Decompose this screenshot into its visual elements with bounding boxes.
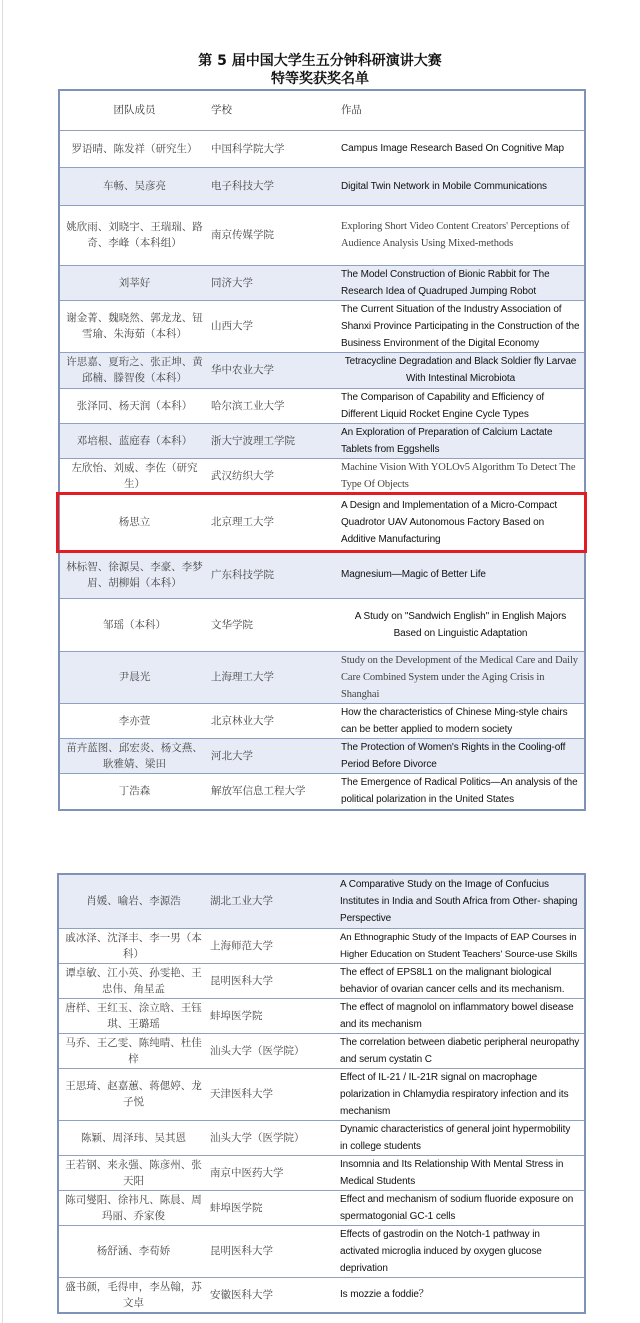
cell-school: 同济大学 bbox=[209, 265, 337, 300]
cell-members: 李亦萱 bbox=[59, 703, 209, 738]
cell-work: Exploring Short Video Content Creators' Perceptions of Audience Analysis Using Mixed-methods bbox=[337, 205, 585, 265]
table-row bbox=[58, 998, 585, 1033]
table-row bbox=[58, 1120, 585, 1155]
cell-school: 武汉纺织大学 bbox=[209, 458, 337, 493]
cell-school: 安徽医科大学 bbox=[208, 1277, 336, 1313]
award-table-2 bbox=[57, 873, 586, 1314]
cell-members: 唐样、王红玉、涂立晗、王钰琪、王璐瑶 bbox=[58, 998, 208, 1033]
cell-school: 中国科学院大学 bbox=[209, 130, 337, 167]
cell-members: 马乔、王乙雯、陈纯晴、杜佳梓 bbox=[58, 1033, 208, 1068]
cell-school: 北京林业大学 bbox=[209, 703, 337, 738]
document-subtitle: 特等奖获奖名单 bbox=[271, 71, 369, 87]
cell-members: 张泽同、杨天润（本科） bbox=[59, 388, 209, 423]
table-row bbox=[59, 551, 585, 598]
cell-school: 北京理工大学 bbox=[209, 493, 337, 551]
table-row bbox=[59, 352, 585, 388]
table-row bbox=[58, 1277, 585, 1313]
header-school: 学校 bbox=[211, 104, 232, 117]
cell-work: How the characteristics of Chinese Ming-style chairs can be better applied to modern society bbox=[337, 703, 585, 738]
cell-school: 浙大宁波理工学院 bbox=[209, 423, 337, 458]
cell-work: Study on the Development of the Medical Care and Daily Care Combined System under the Aging Crisis in Shanghai bbox=[337, 651, 585, 703]
table-row bbox=[59, 300, 585, 352]
cell-school: 广东科技学院 bbox=[209, 551, 337, 598]
table-row bbox=[58, 928, 585, 963]
cell-work: The effect of EPS8L1 on the malignant biological behavior of ovarian cancer cells and its mechanism. bbox=[336, 963, 585, 998]
cell-school: 文华学院 bbox=[209, 598, 337, 651]
cell-work: An Exploration of Preparation of Calcium Lactate Tablets from Eggshells bbox=[337, 423, 585, 458]
cell-work: Effects of gastrodin on the Notch-1 pathway in activated microglia induced by oxygen glucose deprivation bbox=[336, 1225, 585, 1277]
cell-members: 杨思立 bbox=[59, 493, 209, 551]
cell-school: 电子科技大学 bbox=[209, 167, 337, 205]
table-row bbox=[59, 130, 585, 167]
cell-members: 左欣怡、刘威、李佐（研究生） bbox=[59, 458, 209, 493]
cell-work: Insomnia and Its Relationship With Mental Stress in Medical Students bbox=[336, 1155, 585, 1190]
table-row bbox=[59, 651, 585, 703]
cell-work: An Ethnographic Study of the Impacts of EAP Courses in Higher Education on Student Teachers' Source-use Skills bbox=[336, 928, 585, 963]
table-row bbox=[58, 1068, 585, 1120]
cell-school: 南京传媒学院 bbox=[209, 205, 337, 265]
cell-work: The correlation between diabetic peripheral neuropathy and serum cystatin C bbox=[336, 1033, 585, 1068]
cell-school: 昆明医科大学 bbox=[208, 963, 336, 998]
cell-members: 刘莘好 bbox=[59, 265, 209, 300]
cell-school: 上海理工大学 bbox=[209, 651, 337, 703]
page-edge-line bbox=[2, 0, 3, 1323]
cell-work: Machine Vision With YOLOv5 Algorithm To Detect The Type Of Objects bbox=[337, 458, 585, 493]
cell-members: 尹晨光 bbox=[59, 651, 209, 703]
table-row bbox=[59, 458, 585, 493]
cell-work: Magnesium—Magic of Better Life bbox=[337, 551, 585, 598]
table-row-highlighted bbox=[59, 493, 585, 551]
header-work: 作品 bbox=[341, 104, 362, 116]
cell-work: A Comparative Study on the Image of Confucius Institutes in India and South Africa from Other- shaping Perspective bbox=[336, 874, 585, 928]
cell-work: Digital Twin Network in Mobile Communications bbox=[337, 167, 585, 205]
cell-school: 南京中医药大学 bbox=[208, 1155, 336, 1190]
cell-work: The Model Construction of Bionic Rabbit for The Research Idea of Quadruped Jumping Robot bbox=[337, 265, 585, 300]
cell-members: 戚冰泽、沈泽丰、李一男（本科） bbox=[58, 928, 208, 963]
cell-school: 蚌埠医学院 bbox=[208, 1190, 336, 1225]
cell-members: 车畅、吴彦亮 bbox=[59, 167, 209, 205]
table-row bbox=[58, 1225, 585, 1277]
cell-school: 汕头大学（医学院） bbox=[208, 1033, 336, 1068]
table-row bbox=[59, 703, 585, 738]
cell-members: 邓培根、蓝庭春（本科） bbox=[59, 423, 209, 458]
table-row bbox=[59, 598, 585, 651]
table-row bbox=[58, 1155, 585, 1190]
cell-work: Effect and mechanism of sodium fluoride exposure on spermatogonial GC-1 cells bbox=[336, 1190, 585, 1225]
cell-work: Is mozzie a foddie？ bbox=[336, 1277, 585, 1313]
cell-members: 姚欣雨、刘晓宇、王瑞瑞、路奇、李峰（本科组） bbox=[59, 205, 209, 265]
cell-work: The effect of magnolol on inflammatory bowel disease and its mechanism bbox=[336, 998, 585, 1033]
cell-school: 上海师范大学 bbox=[208, 928, 336, 963]
cell-members: 许思嘉、夏珩之、张正坤、黄邱楠、滕智俊（本科） bbox=[59, 352, 209, 388]
cell-school: 蚌埠医学院 bbox=[208, 998, 336, 1033]
table-row bbox=[59, 167, 585, 205]
cell-members: 邹瑶（本科） bbox=[59, 598, 209, 651]
cell-members: 王若钢、来永强、陈彦州、张天阳 bbox=[58, 1155, 208, 1190]
cell-members: 谢金菁、魏晓然、郭龙龙、钮雪瑜、朱海茹（本科） bbox=[59, 300, 209, 352]
cell-members: 丁浩森 bbox=[59, 773, 209, 810]
cell-members: 谭卓敏、江小英、孙雯艳、王忠伟、角星孟 bbox=[58, 963, 208, 998]
table-row bbox=[59, 205, 585, 265]
table-row bbox=[59, 388, 585, 423]
cell-members: 陈颖、周泽玮、吴其恩 bbox=[58, 1120, 208, 1155]
cell-school: 河北大学 bbox=[209, 738, 337, 773]
table-header-row bbox=[59, 90, 585, 130]
document-title: 第 5 届中国大学生五分钟科研演讲大赛 bbox=[198, 53, 442, 69]
cell-work: The Emergence of Radical Politics—An analysis of the political polarization in the United States bbox=[337, 773, 585, 810]
cell-school: 湖北工业大学 bbox=[208, 874, 336, 928]
cell-work: Dynamic characteristics of general joint hypermobility in college students bbox=[336, 1120, 585, 1155]
cell-members: 罗语晴、陈发祥（研究生） bbox=[59, 130, 209, 167]
cell-members: 王思琦、赵嘉蕙、蒋偲婷、龙子悦 bbox=[58, 1068, 208, 1120]
table-row bbox=[58, 963, 585, 998]
cell-members: 杨舒涵、李荀娇 bbox=[58, 1225, 208, 1277]
cell-work: The Comparison of Capability and Efficiency of Different Liquid Rocket Engine Cycle Types bbox=[337, 388, 585, 423]
cell-school: 汕头大学（医学院） bbox=[208, 1120, 336, 1155]
award-table-1 bbox=[58, 89, 586, 811]
cell-work: Campus Image Research Based On Cognitive Map bbox=[337, 130, 585, 167]
table-row bbox=[58, 1033, 585, 1068]
table-row bbox=[58, 874, 585, 928]
cell-members: 盛书颜，毛得申，李丛翰，苏文卓 bbox=[58, 1277, 208, 1313]
table-row bbox=[59, 773, 585, 810]
cell-school: 解放军信息工程大学 bbox=[209, 773, 337, 810]
cell-members: 苗卉蓝图、邱宏炎、杨文燕、耿雅婧、梁田 bbox=[59, 738, 209, 773]
cell-school: 天津医科大学 bbox=[208, 1068, 336, 1120]
cell-members: 林标智、徐源昊、李豪、李梦眉、胡柳娟（本科） bbox=[59, 551, 209, 598]
cell-work: The Protection of Women's Rights in the Cooling-off Period Before Divorce bbox=[337, 738, 585, 773]
cell-work: Effect of IL-21 / IL-21R signal on macrophage polarization in Chlamydia respiratory infection and its mechanism bbox=[336, 1068, 585, 1120]
table-row bbox=[59, 423, 585, 458]
table-row bbox=[58, 1190, 585, 1225]
cell-work: A Design and Implementation of a Micro-Compact Quadrotor UAV Autonomous Factory Based on Additive Manufacturing bbox=[337, 493, 585, 551]
cell-work: A Study on "Sandwich English" in English Majors Based on Linguistic Adaptation bbox=[337, 598, 585, 651]
cell-members: 陈司燮阳、徐祎凡、陈晨、周玛丽、乔家俊 bbox=[58, 1190, 208, 1225]
cell-school: 昆明医科大学 bbox=[208, 1225, 336, 1277]
table-row bbox=[59, 738, 585, 773]
cell-school: 哈尔滨工业大学 bbox=[209, 388, 337, 423]
cell-school: 华中农业大学 bbox=[209, 352, 337, 388]
cell-members: 肖媛、喻岩、李源浩 bbox=[58, 874, 208, 928]
cell-work: Tetracycline Degradation and Black Soldier fly Larvae With Intestinal Microbiota bbox=[337, 352, 585, 388]
table-row bbox=[59, 265, 585, 300]
cell-school: 山西大学 bbox=[209, 300, 337, 352]
header-members: 团队成员 bbox=[113, 104, 156, 117]
cell-work: The Current Situation of the Industry Association of Shanxi Province Participating in the Construction of the Business Environment of the Digital Economy bbox=[337, 300, 585, 352]
